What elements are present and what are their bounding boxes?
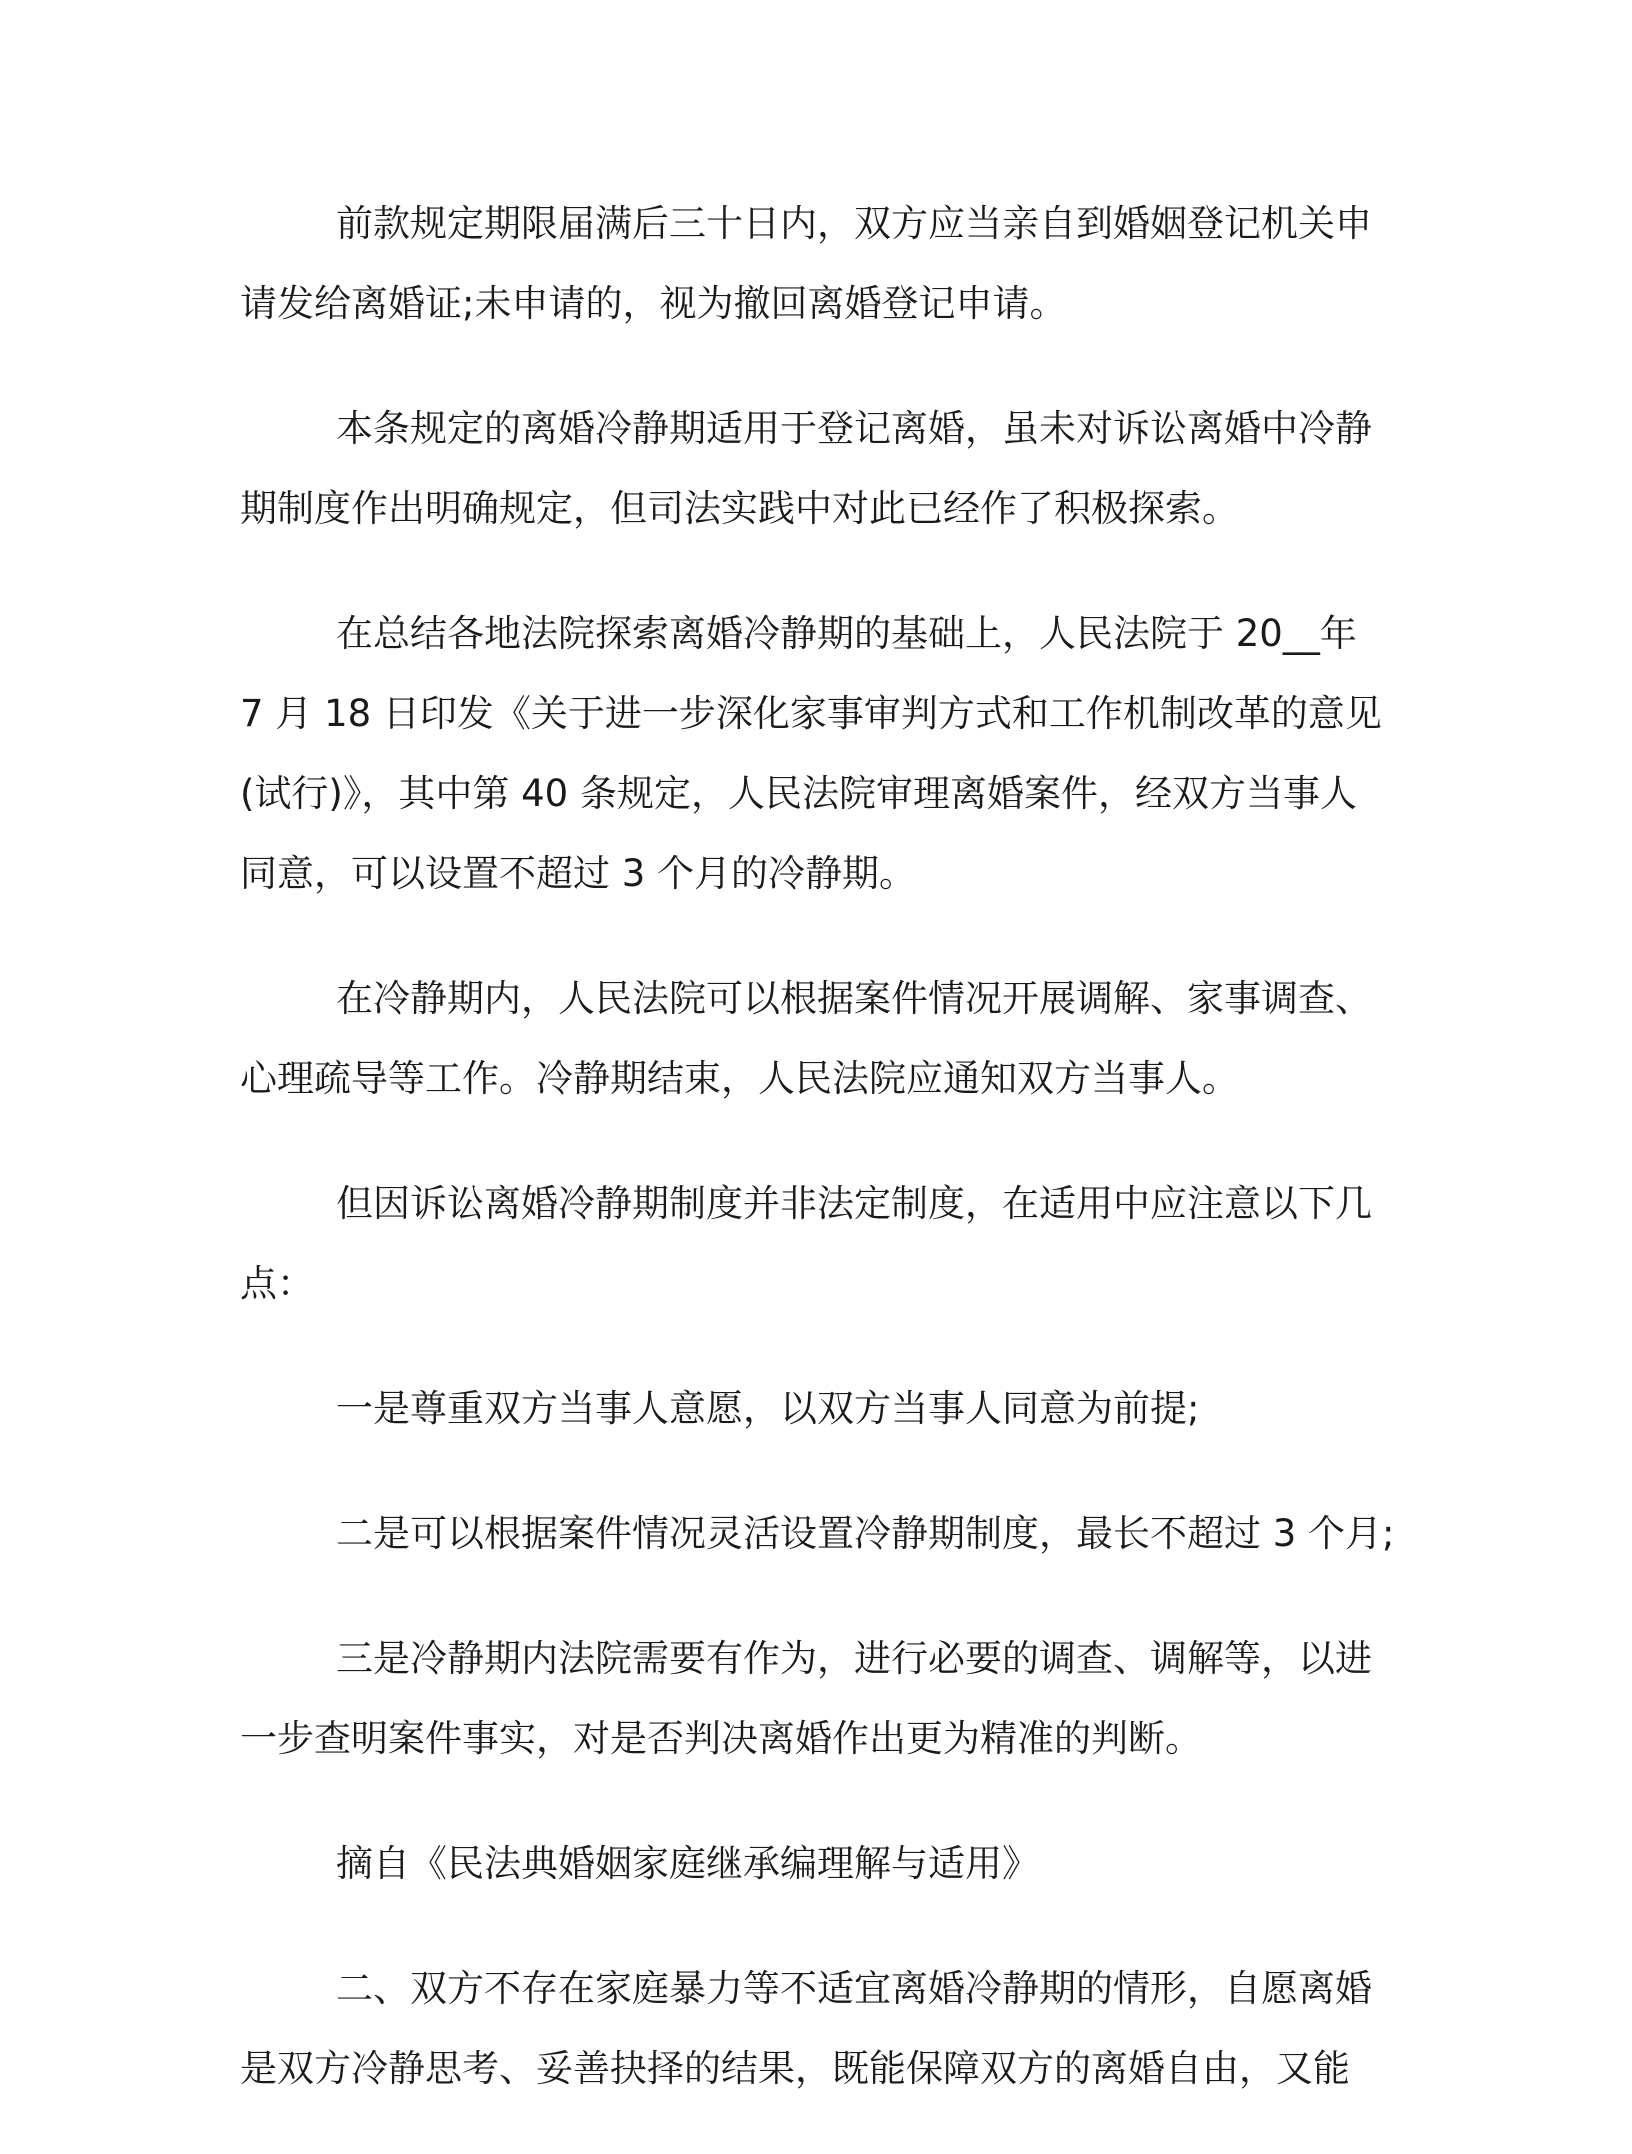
text-line: 在冷静期内，人民法院可以根据案件情况开展调解、家事调查、 bbox=[336, 977, 1372, 1020]
text-line: 一是尊重双方当事人意愿，以双方当事人同意为前提; bbox=[336, 1387, 1200, 1430]
paragraph-1 bbox=[240, 184, 1380, 344]
text-line: 7 月 18 日印发《关于进一步深化家事审判方式和工作机制改革的意见 bbox=[240, 692, 1382, 735]
paragraph-3 bbox=[240, 594, 1380, 914]
paragraph-7 bbox=[240, 1494, 1395, 1574]
paragraph-9 bbox=[240, 1824, 1380, 1904]
text-line: 点： bbox=[240, 1262, 314, 1305]
paragraph-8 bbox=[240, 1619, 1380, 1779]
text-line: 在总结各地法院探索离婚冷静期的基础上，人民法院于 20__年 bbox=[336, 612, 1357, 655]
text-line: 同意，可以设置不超过 3 个月的冷静期。 bbox=[240, 852, 917, 895]
paragraph-10 bbox=[240, 1949, 1380, 2109]
paragraph-5 bbox=[240, 1164, 1380, 1324]
text-line: (试行)》，其中第 40 条规定，人民法院审理离婚案件，经双方当事人 bbox=[240, 772, 1357, 815]
text-line: 一步查明案件事实，对是否判决离婚作出更为精准的判断。 bbox=[240, 1717, 1202, 1760]
text-line: 二是可以根据案件情况灵活设置冷静期制度，最长不超过 3 个月; bbox=[336, 1512, 1395, 1555]
text-line: 摘自《民法典婚姻家庭继承编理解与适用》 bbox=[336, 1842, 1039, 1885]
paragraph-4 bbox=[240, 959, 1380, 1119]
text-line: 心理疏导等工作。冷静期结束，人民法院应通知双方当事人。 bbox=[240, 1057, 1239, 1100]
text-line: 是双方冷静思考、妥善抉择的结果，既能保障双方的离婚自由，又能 bbox=[240, 2047, 1350, 2090]
paragraph-6 bbox=[240, 1369, 1380, 1449]
text-line: 期制度作出明确规定，但司法实践中对此已经作了积极探索。 bbox=[240, 487, 1239, 530]
text-line: 请发给离婚证;未申请的，视为撤回离婚登记申请。 bbox=[240, 282, 1067, 325]
text-line: 二、双方不存在家庭暴力等不适宜离婚冷静期的情形，自愿离婚 bbox=[336, 1967, 1372, 2010]
text-line: 三是冷静期内法院需要有作为，进行必要的调查、调解等，以进 bbox=[336, 1637, 1372, 1680]
text-line: 本条规定的离婚冷静期适用于登记离婚，虽未对诉讼离婚中冷静 bbox=[336, 407, 1372, 450]
document-body bbox=[240, 184, 1395, 2154]
text-line: 但因诉讼离婚冷静期制度并非法定制度，在适用中应注意以下几 bbox=[336, 1182, 1372, 1225]
text-line: 前款规定期限届满后三十日内，双方应当亲自到婚姻登记机关申 bbox=[336, 202, 1372, 245]
paragraph-2 bbox=[240, 389, 1380, 549]
